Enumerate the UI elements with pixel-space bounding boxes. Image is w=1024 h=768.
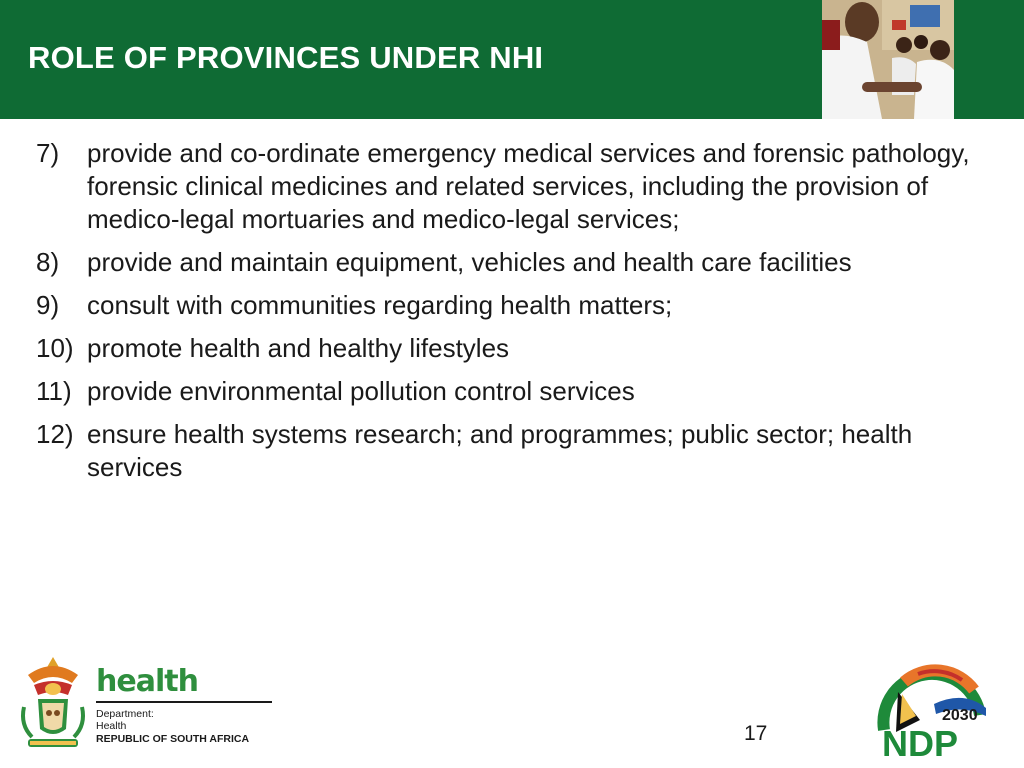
ndp-wordmark: NDP bbox=[882, 723, 959, 760]
item-number: 7) bbox=[36, 138, 60, 168]
list-item bbox=[36, 137, 976, 236]
item-text: provide environmental pollution control services bbox=[87, 376, 635, 406]
item-text: promote health and healthy lifestyles bbox=[87, 333, 510, 363]
department-of-health-logo bbox=[96, 664, 272, 746]
health-wordmark: health bbox=[96, 664, 198, 699]
list-item bbox=[36, 418, 976, 484]
item-number: 8) bbox=[36, 247, 60, 277]
header-photo bbox=[822, 0, 954, 119]
item-number: 11) bbox=[36, 376, 72, 406]
department-label: Department: bbox=[96, 708, 154, 720]
ndp-2030-logo-icon bbox=[874, 660, 990, 760]
item-number: 9) bbox=[36, 290, 60, 320]
item-number: 12) bbox=[36, 419, 74, 449]
logo-divider bbox=[96, 701, 272, 703]
item-text: provide and maintain equipment, vehicles and health care facilities bbox=[87, 247, 852, 277]
south-africa-coat-of-arms-icon bbox=[16, 655, 90, 751]
item-text: provide and co-ordinate emergency medical services and forensic pathology, forensic clinical medicines and related services, including the provision of medico-legal mortuaries and medico-legal services; bbox=[87, 138, 970, 234]
list-item bbox=[36, 332, 976, 365]
page-number: 17 bbox=[744, 722, 768, 745]
list-item bbox=[36, 289, 976, 322]
item-text: ensure health systems research; and programmes; public sector; health services bbox=[87, 419, 913, 482]
provinces-role-list bbox=[36, 137, 976, 494]
ndp-year: 2030 bbox=[942, 707, 978, 724]
health-label: Health bbox=[96, 720, 127, 732]
item-text: consult with communities regarding health matters; bbox=[87, 290, 673, 320]
list-item bbox=[36, 375, 976, 408]
slide-title: ROLE OF PROVINCES UNDER NHI bbox=[28, 40, 544, 75]
item-number: 10) bbox=[36, 333, 74, 363]
country-label: REPUBLIC OF SOUTH AFRICA bbox=[96, 733, 250, 745]
title-banner bbox=[0, 0, 1024, 119]
list-item bbox=[36, 246, 976, 279]
